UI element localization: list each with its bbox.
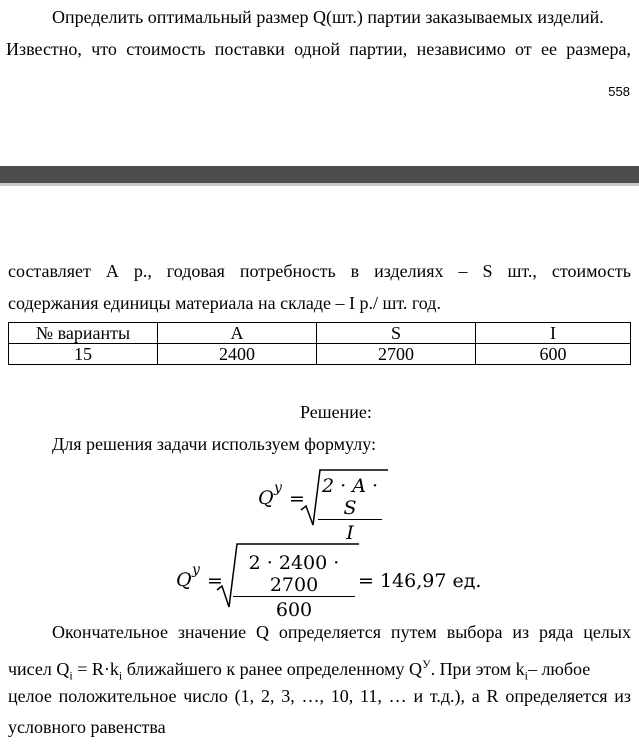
formula-numerator: 2 · 2400 · 2700 xyxy=(248,552,340,596)
formula-result: = 146,97 ед. xyxy=(358,570,482,592)
text-fragment: ближайшего к ранее определенному Q xyxy=(122,659,423,679)
formula-lhs: Q xyxy=(176,569,192,591)
subscript: i xyxy=(524,668,528,683)
text-fragment: – любое xyxy=(527,659,591,679)
paragraph-line-1: Окончательное значение Q определяется путем выбора из ряда целых xyxy=(52,622,631,642)
formula-denominator: 600 xyxy=(233,596,355,621)
page-separator xyxy=(0,166,639,183)
text-fragment: = R·k xyxy=(72,659,119,679)
text-fragment: чисел Q xyxy=(8,659,70,679)
table-cell: 600 xyxy=(476,344,631,365)
table-cell: 2400 xyxy=(158,344,317,365)
table-header-cell: A xyxy=(158,323,317,344)
variant-table xyxy=(8,322,631,365)
formula-equals: = xyxy=(207,570,223,592)
subscript: i xyxy=(118,668,123,683)
solution-heading: Решение: xyxy=(300,402,372,422)
formula-intro: Для решения задачи используем формулу: xyxy=(52,434,376,454)
formula-denominator: I xyxy=(318,519,382,544)
formula-numerator: 2 · A · S xyxy=(321,475,378,519)
paragraph-line-2-start xyxy=(8,653,590,687)
text-fragment: . При этом k xyxy=(430,659,525,679)
formula-lhs: Q xyxy=(258,487,274,509)
problem-line-4: содержания единицы материала на складе – I р./ шт. год. xyxy=(8,293,441,313)
formula-fraction xyxy=(318,475,382,544)
formula-lhs-superscript: у xyxy=(274,480,283,496)
paragraph-line-2 xyxy=(8,653,631,687)
table-cell: 15 xyxy=(9,344,158,365)
formula-equals: = xyxy=(289,488,305,510)
table-header-row xyxy=(9,323,631,344)
subscript: i xyxy=(69,668,73,683)
table-header-cell: № варианты xyxy=(9,323,158,344)
superscript: У xyxy=(422,657,431,671)
table-cell: 2700 xyxy=(317,344,476,365)
table-header-cell: S xyxy=(317,323,476,344)
problem-line-3: составляет А р., годовая потребность в изделиях – S шт., стоимость xyxy=(8,261,631,281)
table-row xyxy=(9,344,631,365)
formula-fraction xyxy=(233,552,355,621)
paragraph-line-3: целое положительное число (1, 2, 3, …, 10, 11, … и т.д.), а R определяется из xyxy=(8,686,631,706)
formula-lhs-superscript: у xyxy=(192,562,201,578)
problem-line-2: Известно, что стоимость поставки одной партии, независимо от ее размера, xyxy=(6,39,631,59)
page-separator-shadow xyxy=(0,183,639,186)
problem-line-1: Определить оптимальный размер Q(шт.) партии заказываемых изделий. xyxy=(52,7,604,27)
paragraph-line-4: условного равенства xyxy=(8,717,166,737)
page-number: 558 xyxy=(608,84,630,99)
table-header-cell: I xyxy=(476,323,631,344)
